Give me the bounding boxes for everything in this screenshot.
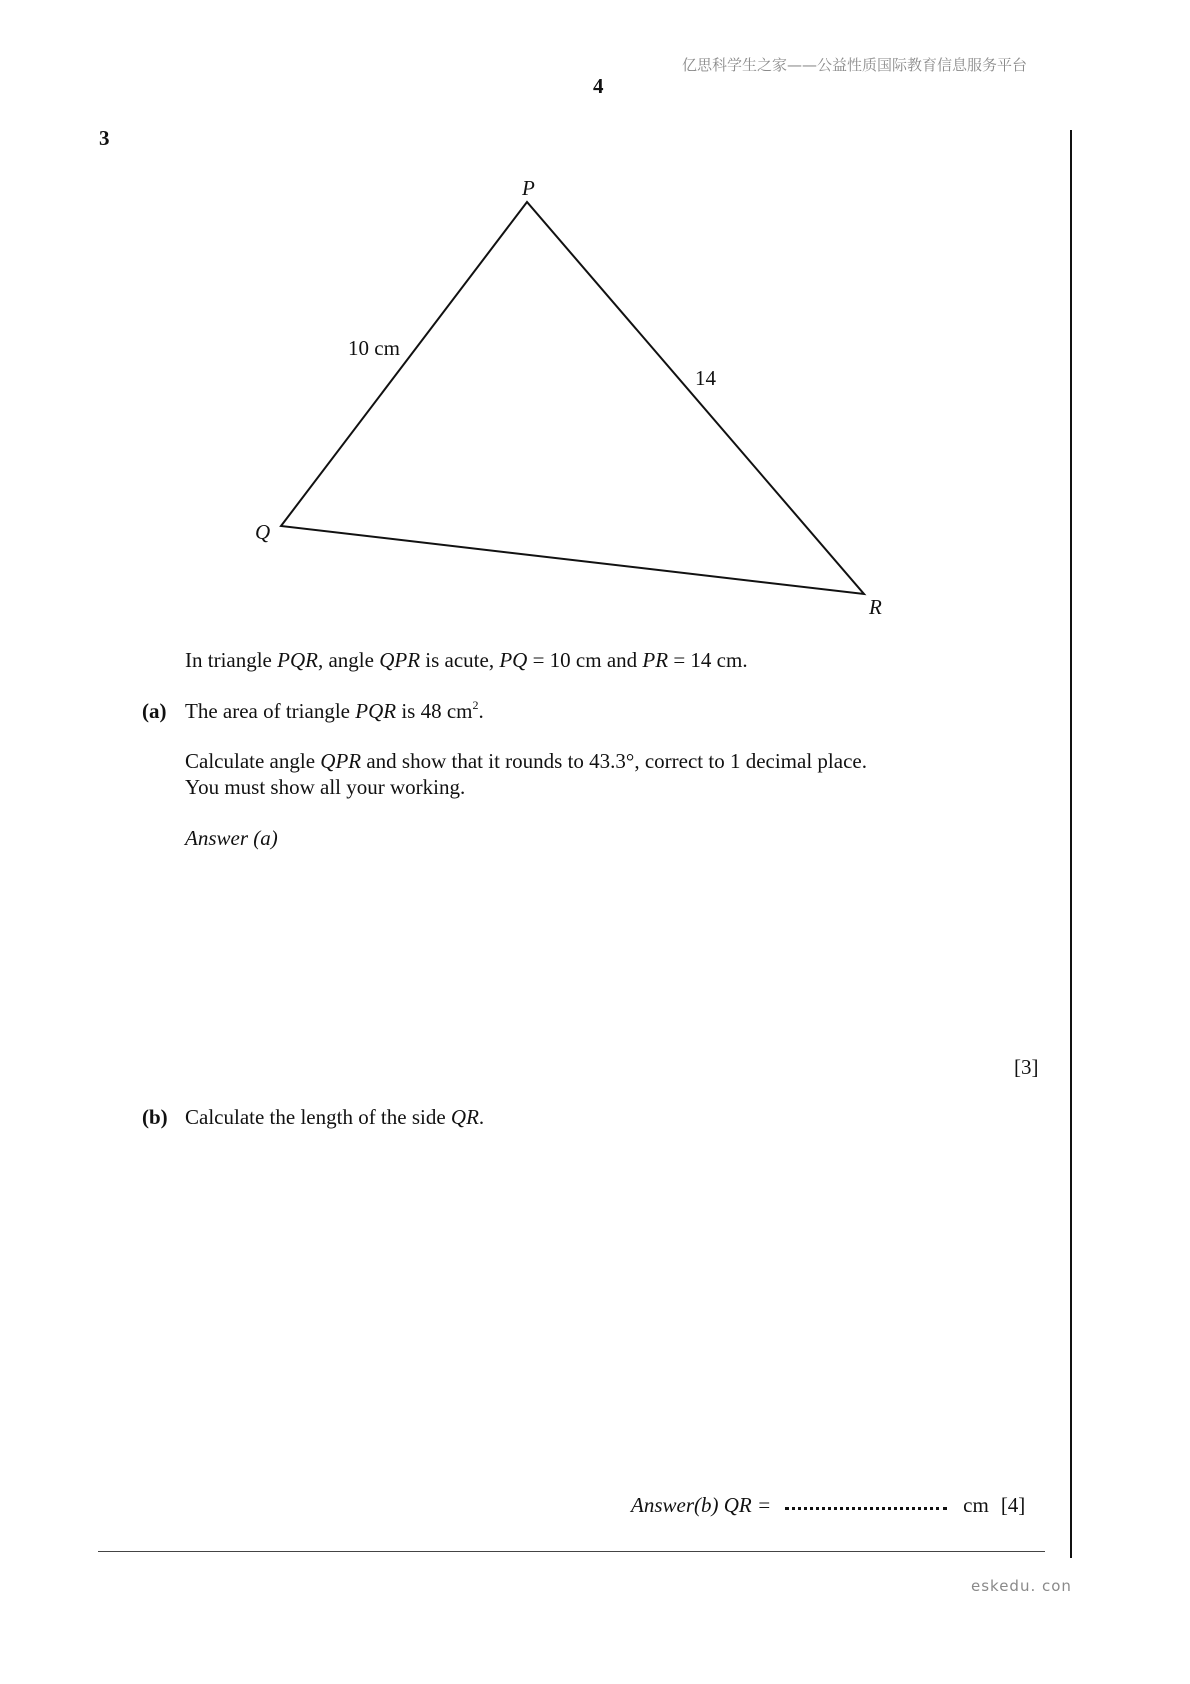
- part-b-marks: [4]: [1000, 1493, 1026, 1517]
- intro-text-1: In triangle: [185, 648, 278, 672]
- answer-input-line[interactable]: [785, 1507, 947, 1510]
- part-a-working-note: You must show all your working.: [185, 775, 466, 799]
- part-a-marks: [3]: [1014, 1055, 1039, 1079]
- intro-qpr: QPR: [379, 648, 421, 672]
- intro-text-3: , angle: [317, 648, 380, 672]
- part-a-instruction: [185, 748, 867, 774]
- watermark-footer: eskedu. con: [971, 1577, 1072, 1595]
- part-a-c3: and show that it rounds to 43.3°, correct to 1 decimal place.: [361, 749, 867, 773]
- side-pq-label: 10 cm: [348, 336, 400, 360]
- question-number: 3: [99, 126, 110, 150]
- intro-text-9: = 14 cm.: [668, 648, 748, 672]
- part-b-answer-row: [631, 1492, 1025, 1518]
- part-b-label: (b): [142, 1105, 168, 1129]
- question-intro: [185, 647, 748, 673]
- side-pr-label: 14: [695, 366, 716, 390]
- footer-rule: [98, 1551, 1045, 1552]
- part-b-unit: cm: [963, 1493, 989, 1517]
- margin-rule: [1070, 130, 1072, 1558]
- vertex-r-label: R: [869, 595, 882, 619]
- intro-pqr: PQR: [277, 648, 318, 672]
- triangle-diagram: [0, 0, 1190, 640]
- part-a-answer-label: Answer (a): [185, 826, 278, 850]
- part-b-s3: .: [478, 1105, 485, 1129]
- intro-pr: PR: [642, 648, 669, 672]
- part-b-s1: Calculate the length of the side: [185, 1105, 451, 1129]
- vertex-q-label: Q: [255, 520, 271, 544]
- part-b-statement: [185, 1104, 484, 1130]
- part-a-squared: 2: [472, 698, 479, 712]
- watermark-header: 亿思科学生之家——公益性质国际教育信息服务平台: [682, 56, 1028, 74]
- part-a-statement: [185, 698, 484, 724]
- intro-text-5: is acute,: [420, 648, 500, 672]
- part-a-s1: The area of triangle: [185, 699, 356, 723]
- part-a-label: (a): [142, 699, 167, 723]
- page-number: 4: [593, 74, 604, 98]
- part-a-c1: Calculate angle: [185, 749, 321, 773]
- intro-text-7: = 10 cm and: [527, 648, 643, 672]
- part-b-answer-label: Answer(b) QR =: [631, 1493, 772, 1517]
- vertex-p-label: P: [522, 176, 535, 200]
- part-a-qpr: QPR: [320, 749, 362, 773]
- triangle-pqr: [281, 202, 864, 594]
- part-a-s5: .: [478, 699, 484, 723]
- part-a-pqr: PQR: [355, 699, 397, 723]
- part-a-s3: is 48 cm: [396, 699, 473, 723]
- part-b-qr: QR: [450, 1105, 479, 1129]
- intro-pq: PQ: [499, 648, 528, 672]
